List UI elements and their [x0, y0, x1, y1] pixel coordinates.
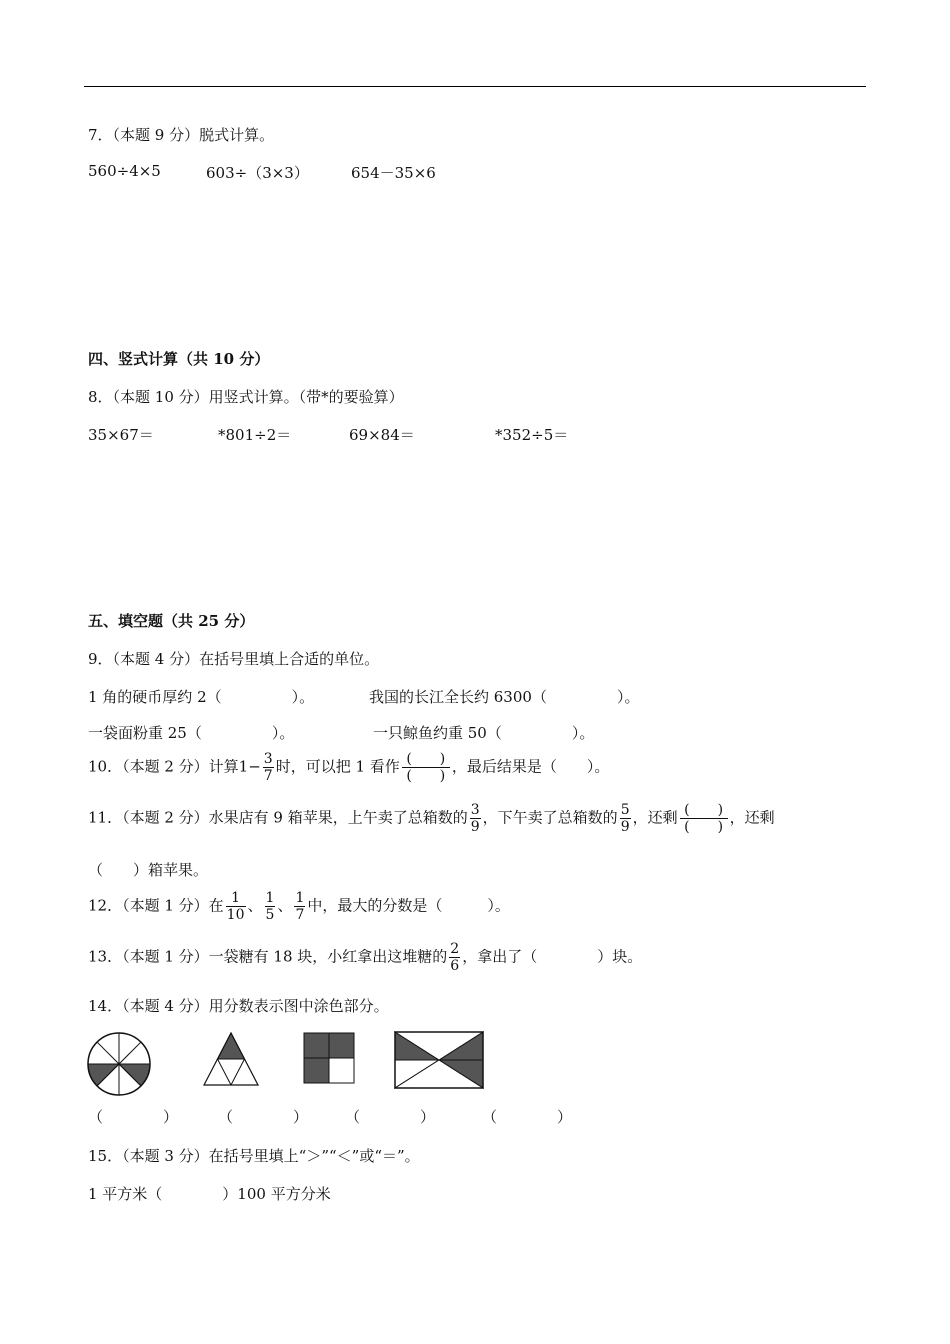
triangle-quarters-figure [202, 1031, 260, 1087]
q14-answer-2: （ ） [218, 1108, 309, 1126]
q9-item-b: 我国的长江全长约 6300（ ）。 [369, 688, 640, 706]
q12-fraction-1: $\frac{1}{10}$ [226, 890, 245, 923]
square-quarters-figure [303, 1032, 355, 1084]
q8-expr-2: *801÷2＝ [218, 426, 292, 444]
q8-title: 8．（本题 10 分）用竖式计算。（带*的要验算） [88, 388, 404, 406]
q8-expr-3: 69×84＝ [349, 426, 415, 444]
q11-line2: （ ）箱苹果。 [88, 861, 209, 879]
section4-heading: 四、竖式计算（共 10 分） [88, 350, 270, 368]
q9-item-c: 一袋面粉重 25（ ）。 [88, 724, 295, 742]
q14-answer-4: （ ） [482, 1108, 573, 1126]
header-rule [84, 86, 866, 87]
q15-item-a: 1 平方米（ ）100 平方分米 [88, 1185, 331, 1203]
q13-line: 13．（本题 1 分）一袋糖有 18 块，小红拿出这堆糖的 $\frac{2}{6}$ ，拿出了（ ）块。 [88, 941, 643, 974]
q14-answer-1: （ ） [88, 1108, 179, 1126]
section5-heading: 五、填空题（共 25 分） [88, 612, 255, 630]
q7-expr-2: 603÷（3×3） [206, 164, 309, 182]
q11-blank-fraction: $\frac{( )}{( )}$ [680, 803, 728, 834]
q9-item-a: 1 角的硬币厚约 2（ ）。 [88, 688, 315, 706]
q9-item-d: 一只鲸鱼约重 50（ ）。 [373, 724, 595, 742]
q15-title: 15．（本题 3 分）在括号里填上“＞”“＜”或“＝”。 [88, 1147, 420, 1165]
q11-fraction-2: $\frac{5}{9}$ [620, 802, 630, 835]
q13-fraction: $\frac{2}{6}$ [450, 941, 460, 974]
circle-eighths-figure [86, 1031, 152, 1097]
q7-expr-1: 560÷4×5 [88, 162, 161, 180]
q8-expr-4: *352÷5＝ [495, 426, 569, 444]
q12-line: 12．（本题 1 分）在 $\frac{1}{10}$ 、 $\frac{1}{5}$ 、 $\frac{1}{7}$ 中，最大的分数是（ ）。 [88, 890, 510, 923]
q10-blank-fraction: $\frac{( )}{( )}$ [402, 752, 450, 783]
q7-title: 7．（本题 9 分）脱式计算。 [88, 126, 275, 144]
q10-line: 10．（本题 2 分）计算1− $\frac{3}{7}$ 时，可以把 1 看作 $\frac{( )}{( )}$ ，最后结果是（ ）。 [88, 751, 610, 784]
q11-line: 11．（本题 2 分）水果店有 9 箱苹果，上午卖了总箱数的 $\frac{3}{9}$ ，下午卖了总箱数的 $\frac{5}{9}$ ，还剩 $\frac{( )}{( )}$ ，还剩 [88, 802, 775, 835]
rectangle-triangles-figure [394, 1031, 484, 1089]
q9-title: 9．（本题 4 分）在括号里填上合适的单位。 [88, 650, 380, 668]
q10-fraction: $\frac{3}{7}$ [263, 751, 273, 784]
q8-expr-1: 35×67＝ [88, 426, 154, 444]
q11-fraction-1: $\frac{3}{9}$ [470, 802, 480, 835]
q12-fraction-3: $\frac{1}{7}$ [295, 890, 305, 923]
q7-expr-3: 654－35×6 [351, 164, 436, 182]
q14-title: 14．（本题 4 分）用分数表示图中涂色部分。 [88, 997, 389, 1015]
q14-answer-3: （ ） [345, 1108, 436, 1126]
q12-fraction-2: $\frac{1}{5}$ [265, 890, 275, 923]
